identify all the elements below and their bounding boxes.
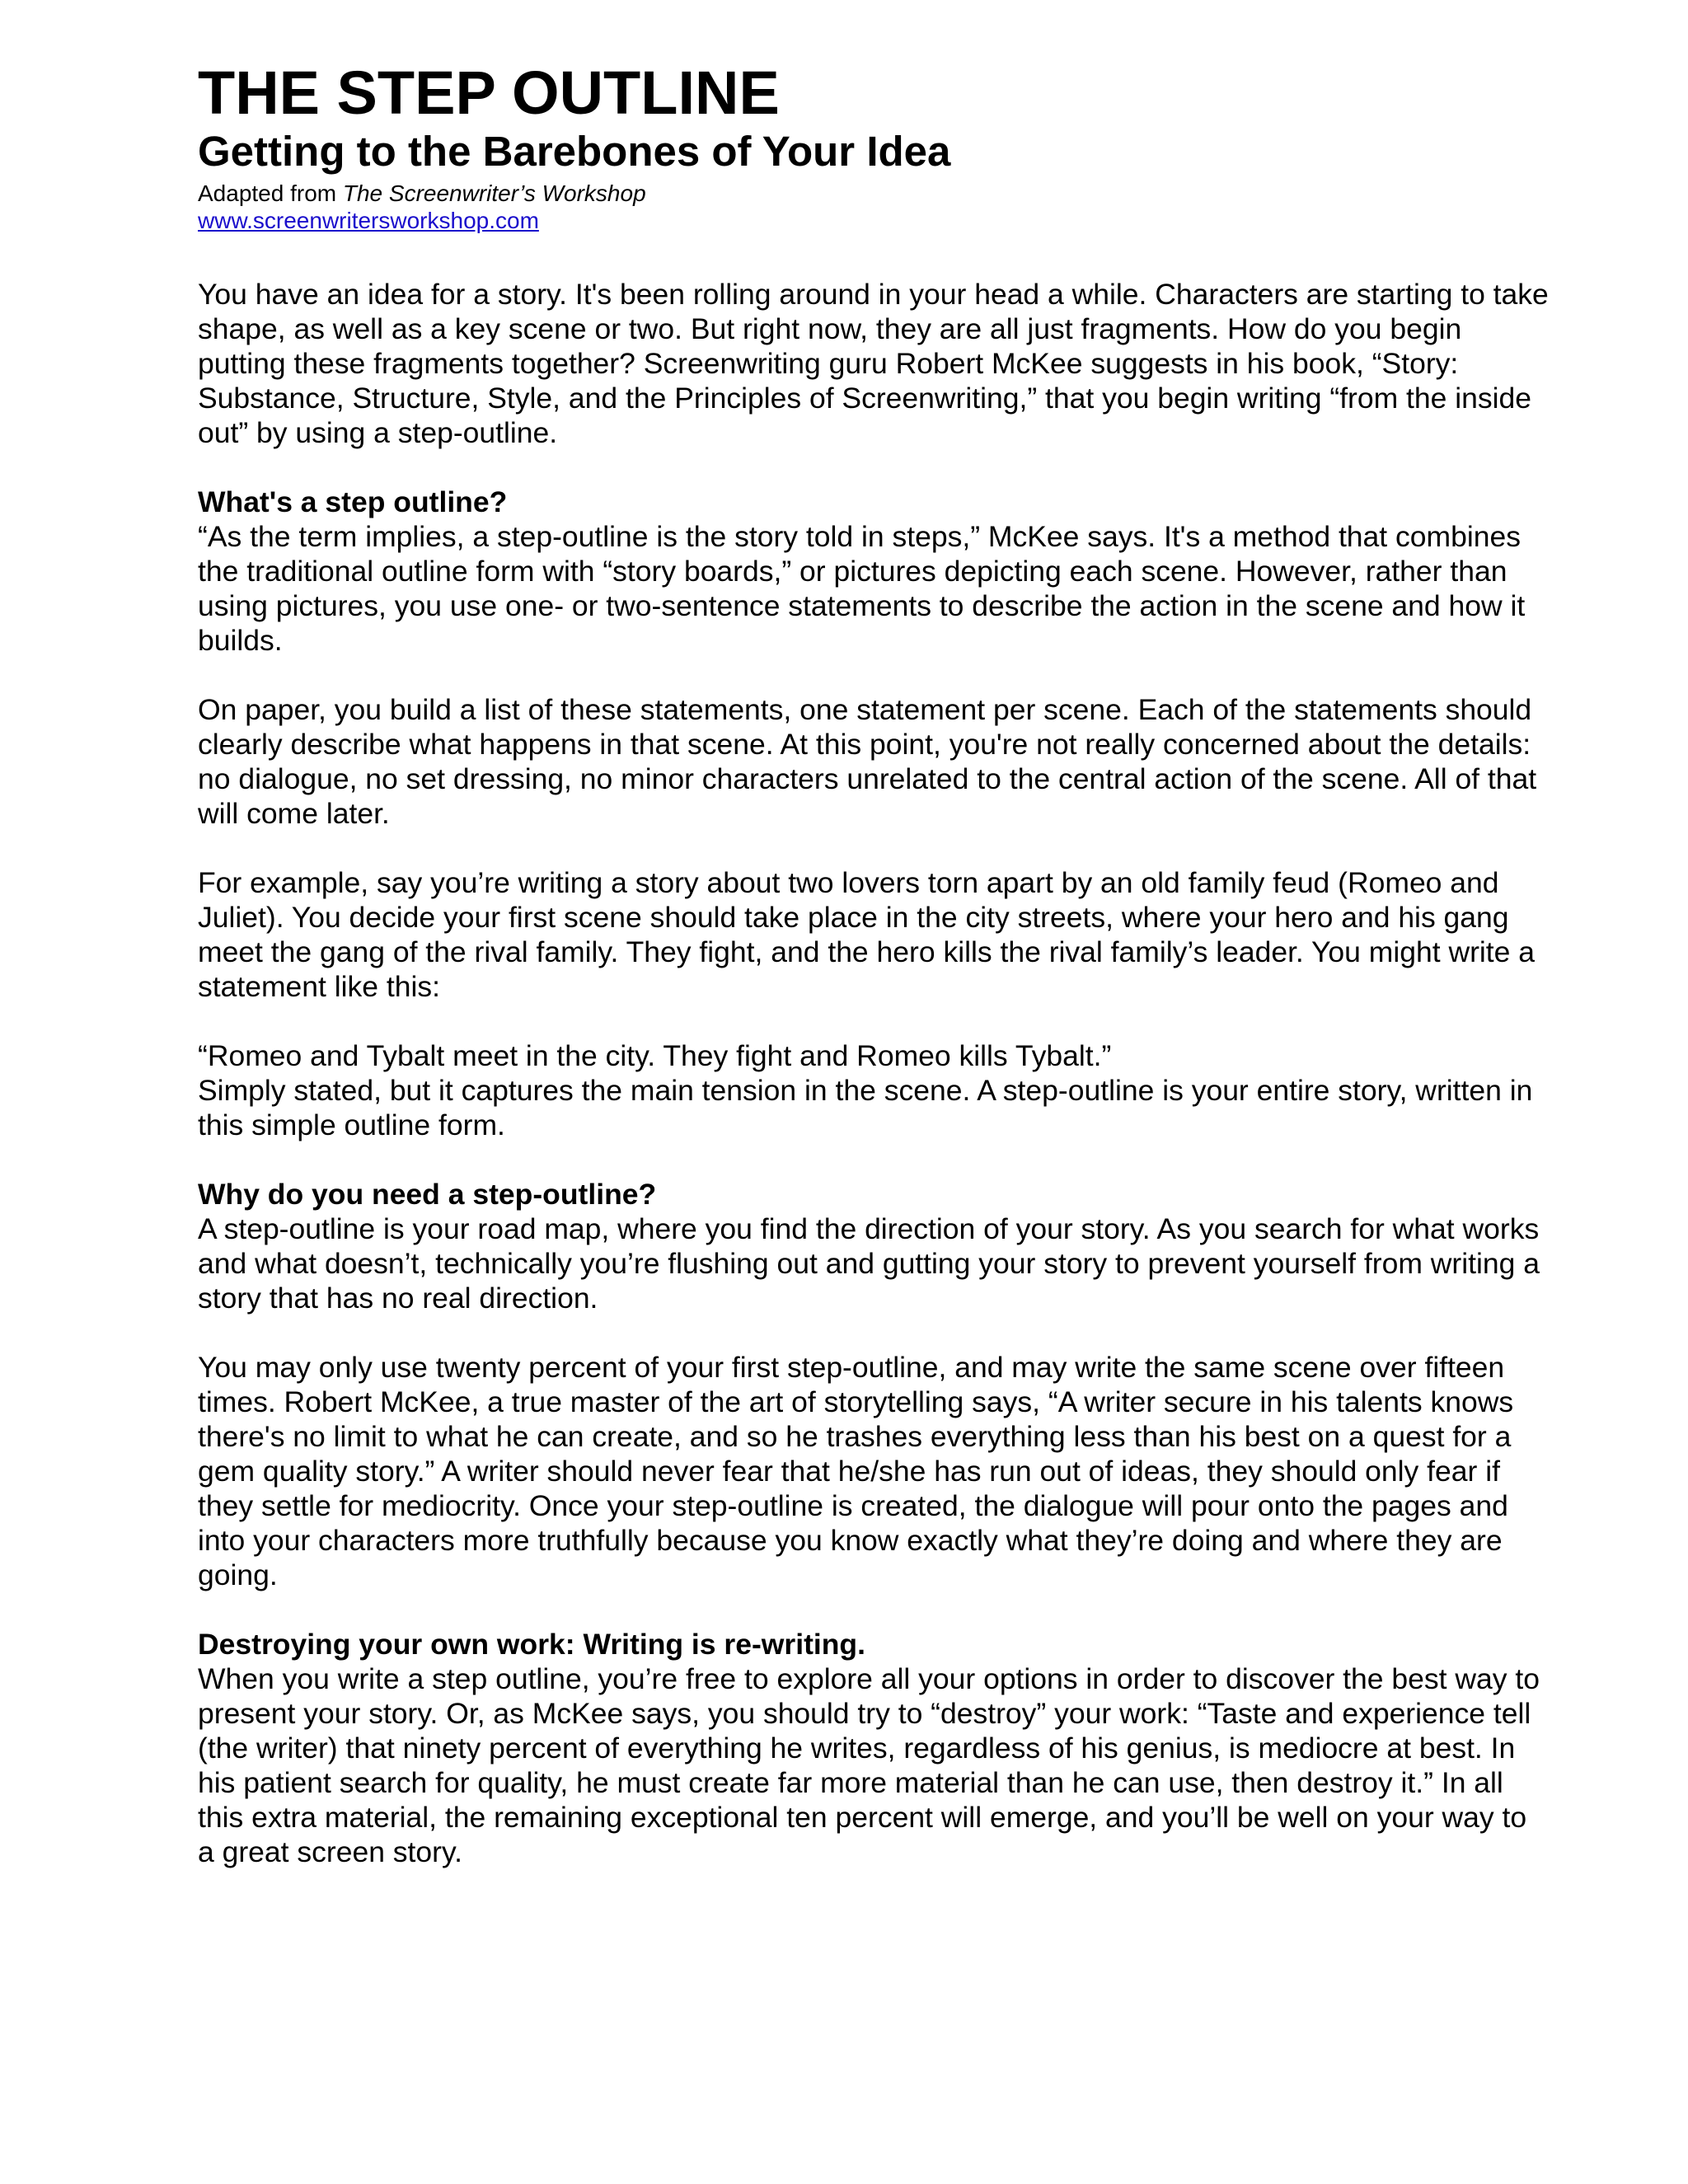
example-quote: “Romeo and Tybalt meet in the city. They fight and Romeo kills Tybalt.” [198,1039,1112,1072]
section-heading-what: What's a step outline? [198,485,508,518]
adapted-prefix: Adapted from [198,180,343,206]
section-what-paragraph-2: On paper, you build a list of these statements, one statement per scene. Each of the statements should clearly describe what happens in that scene. At this point, you're not really concerned about the details: no dialogue, no set dressing, no minor characters unrelated to the central action of the scene. All of that will come later. [198,693,1537,830]
section-heading-destroying: Destroying your own work: Writing is re-writing. [198,1628,865,1661]
document-subtitle: Getting to the Barebones of Your Idea [198,128,951,175]
section-destroying-paragraph-1: When you write a step outline, you’re free to explore all your options in order to discover the best way to present your story. Or, as McKee says, you should try to “destroy” your work: “Taste and experience tell (the writer) that ninety percent of everything he writes, regardless of his genius, is mediocre at best. In his patient search for quality, he must create far more material than he can use, then destroy it.” In all this extra material, the remaining exceptional ten percent will emerge, and you’ll be well on your way to a great screen story. [198,1662,1540,1868]
intro-paragraph: You have an idea for a story. It's been rolling around in your head a while. Characters are starting to take shape, as well as a key scene or two. But right now, they are all just fragments. How do you begin putting these fragments together? Screenwriting guru Robert McKee suggests in his book, “Story: Substance, Structure, Style, and the Principles of Screenwriting,” that you begin writing “from the inside out” by using a step-outline. [198,278,1549,449]
section-heading-why: Why do you need a step-outline? [198,1178,657,1211]
workshop-link[interactable]: www.screenwritersworkshop.com [198,208,539,233]
section-what-paragraph-1: “As the term implies, a step-outline is the story told in steps,” McKee says. It's a method that combines the traditional outline form with “story boards,” or pictures depicting each scene. However, rather than using pictures, you use one- or two-sentence statements to describe the action in the scene and how it builds. [198,520,1526,657]
document-title: THE STEP OUTLINE [198,59,780,127]
section-why-paragraph-2: You may only use twenty percent of your first step-outline, and may write the same scene over fifteen times. Robert McKee, a true master of the art of storytelling says, “A writer secure in his talents knows there's no limit to what he can create, and so he trashes everything less than his best on a quest for a gem quality story.” A writer should never fear that he/she has run out of ideas, they should only fear if they settle for mediocrity. Once your step-outline is created, the dialogue will pour onto the pages and into your characters more truthfully because you know exactly what they’re doing and where they are going. [198,1351,1514,1591]
document-body [198,277,1550,1869]
adapted-source: The Screenwriter’s Workshop [342,180,646,206]
section-why-paragraph-1: A step-outline is your road map, where you find the direction of your story. As you search for what works and what doesn’t, technically you’re flushing out and gutting your story to prevent yourself from writing a story that has no real direction. [198,1212,1540,1315]
adapted-from-line [198,180,1550,208]
document-page [198,59,1550,1904]
section-what-paragraph-4: Simply stated, but it captures the main tension in the scene. A step-outline is your entire story, written in this simple outline form. [198,1074,1533,1141]
section-what-paragraph-3: For example, say you’re writing a story about two lovers torn apart by an old family feud (Romeo and Juliet). You decide your first scene should take place in the city streets, where your hero and his gang meet the gang of the rival family. They fight, and the hero kills the rival family’s leader. You might write a statement like this: [198,866,1536,1003]
